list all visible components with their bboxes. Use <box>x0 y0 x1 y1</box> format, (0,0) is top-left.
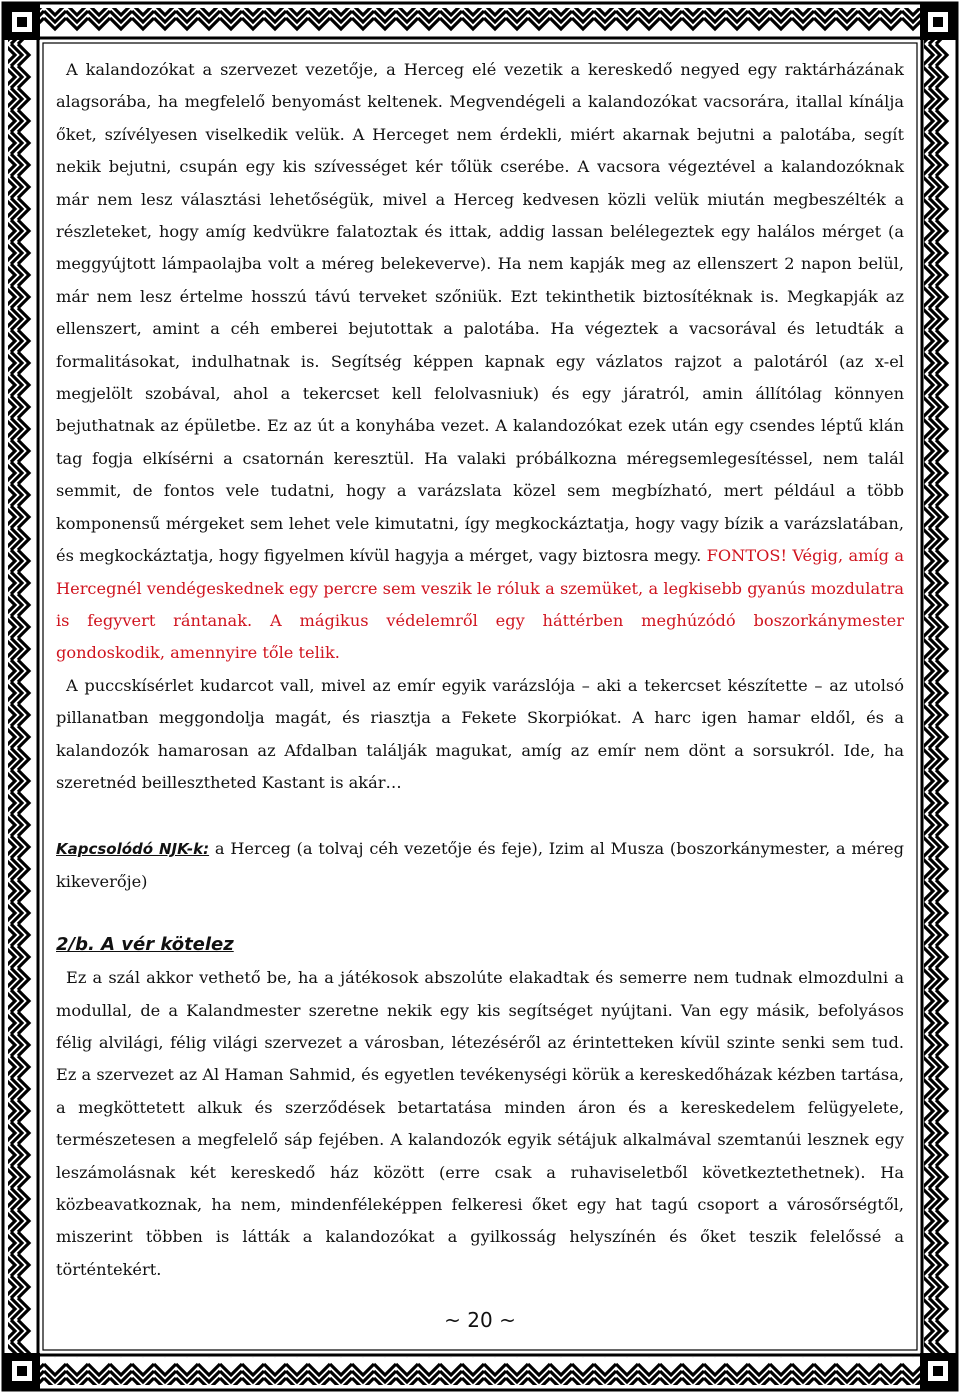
npc-text: a Herceg (a tolvaj céh vezetője és feje), Izim al Musza (boszorkánymester, a méreg kikeverője) <box>56 839 904 891</box>
page-number: ~ 20 ~ <box>444 1308 516 1332</box>
important-note: FONTOS! Végig, amíg a Hercegnél vendégeskednek egy percre sem veszik le róluk a szemüket, a legkisebb gyanús mozdulatra is fegyvert rántanak. A mágikus védelemről egy háttérben meghúzódó boszorkánymester gondoskodik, amennyire tőle telik. <box>56 546 904 663</box>
paragraph-1-text: A kalandozókat a szervezet vezetője, a Herceg elé vezetik a kereskedő negyed egy raktárházának alagsorába, ha megfelelő benyomást keltenek. Megvendégeli a kalandozókat vacsorára, itallal kínálja őket, szívélyesen viselkedik velük. A Herceget nem érdekli, miért akarnak bejutni a palotába, segít nekik bejutni, csupán egy kis szívességet kér tőlük cserébe. A vacsora végeztével a kalandozóknak már nem lesz választási lehetőségük, mivel a Herceg kedvesen közli velük miután megbeszélték a részleteket, hogy amíg kedvükre falatoztak és ittak, addig lassan belélegeztek egy halálos mérget (a meggyújtott lámpaolajba volt a méreg belekeverve). Ha nem kapják meg az ellenszert 2 napon belül, már nem lesz értelme hosszú távú terveket szőniük. Ezt tekinthetik biztosítéknak is. Megkapják az ellenszert, amint a céh emberei bejutottak a palotába. Ha végeztek a vacsorával és letudták a formalitásokat, indulhatnak is. Segítség képpen kapnak egy vázlatos rajzot a palotáról (az x-el megjelölt szobával, ahol a tekercset kell felolvasniuk) és egy járatról, amin állítólag könnyen bejuthatnak az épületbe. Ez az út a konyhába vezet. A kalandozókat ezek után egy csendes léptű klán tag fogja elkísérni a csatornán keresztül. Ha valaki próbálkozna méregsemlegesítéssel, nem talál semmit, de fontos vele tudatni, hogy a varázslata közel sem megbízható, mert például a több komponensű mérgeket sem lehet vele kimutatni, így megkockáztatja, hogy vagy bízik a varázslatában, és megkockáztatja, hogy figyelmen kívül hagyja a mérget, vagy biztosra megy. <box>56 60 904 566</box>
spacer <box>56 799 904 833</box>
paragraph-3: Ez a szál akkor vethető be, ha a játékosok abszolúte elakadtak és semerre nem tudnak elmozdulni a modullal, de a Kalandmester szeretne nekik egy kis segítséget nyújtani. Van egy másik, befolyásos félig alvilági, félig világi szervezet a városban, létezéséről az érintetteken kívül szinte senki sem tud. Ez a szervezet az Al Haman Sahmid, és egyetlen tevékenységi körük a kereskedőházak kézben tartása, a megköttetett alkuk és szerződések betartatása minden áron és a kereskedelem felügyelete, természetesen a megfelelő sáp fejében. A kalandozók egyik sétájuk alkalmával szemtanúi lesznek egy leszámolásnak két kereskedő ház között (erre csak a ruhaviseletből következtethetnek). Ha közbeavatkoznak, ha nem, mindenféleképpen felkeresi őket egy hat tagú csoport a városőrségtől, miszerint többen is látták a kalandozókat a gyilkosság helyszínén és őket teszik felelőssé a történtekért. <box>56 968 904 1279</box>
npc-label: Kapcsolódó NJK-k: <box>56 840 210 859</box>
section-title: 2/b. A vér kötelez <box>56 934 234 956</box>
spacer <box>56 898 904 928</box>
npc-paragraph <box>56 833 904 898</box>
paragraph-2: A puccskísérlet kudarcot vall, mivel az emír egyik varázslója – aki a tekercset készítette – az utolsó pillanatban meggondolja magát, és riasztja a Fekete Skorpiókat. A harc igen hamar eldől, és a kalandozók hamarosan az Afdalban találják magukat, amíg az emír nem dönt a sorsukról. Ide, ha szeretnéd beillesztheted Kastant is akár… <box>56 675 904 792</box>
paragraph-1 <box>56 54 904 670</box>
main-text <box>56 54 904 1286</box>
